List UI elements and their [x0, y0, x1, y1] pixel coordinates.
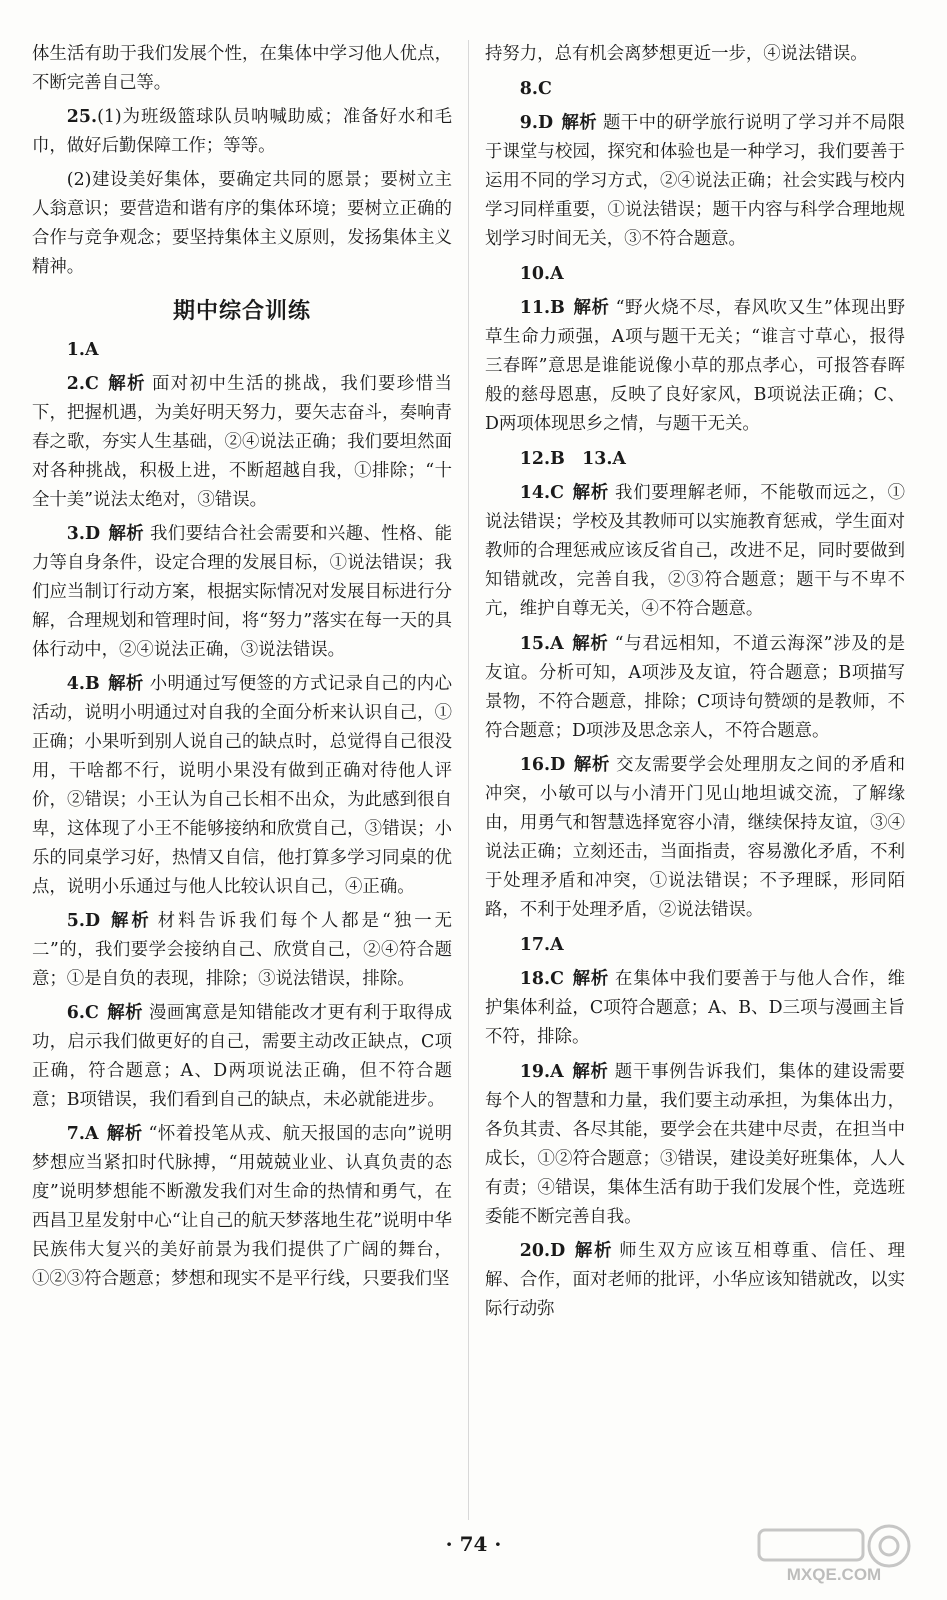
left-column: [32, 40, 452, 1299]
answer-item: [32, 520, 452, 665]
item-number: 8.: [519, 78, 538, 99]
item-text: 题干中的研学旅行说明了学习并不局限于课堂与校园，探究和体验也是一种学习，我们要善于运用不同的学习方式，②④说法正确；社会实践与校内学习同样重要，①说法错误；题干内容与科学合理地规划学习时间无关，③不符合题意。: [485, 113, 905, 249]
answer-item: [485, 479, 905, 624]
item-number: 20.: [519, 1241, 551, 1261]
item-answer: D: [550, 1241, 566, 1261]
item-text: “野火烧不尽，春风吹又生”体现出野草生命力顽强，A项与题干无关；“谁言寸草心，报得三春晖”意思是谁能说像小草的那点孝心，可报答春晖般的慈母恩惠，反映了良好家风，B项说法正确；C、D两项体现思乡之情，与题干无关。: [485, 298, 905, 434]
answer-item: [485, 931, 905, 960]
watermark-logo: [739, 1522, 929, 1584]
answer-item: [485, 109, 905, 254]
item-answer: A: [550, 934, 564, 955]
item-number: 5.: [66, 911, 85, 931]
item-number: 13.: [582, 448, 613, 469]
analysis-label: 解析: [572, 298, 610, 318]
item-text: 材料告诉我们每个人都是“独一无二”的，我们要学会接纳自己、欣赏自己，②④符合题意；①是自负的表现，排除；③说法错误，排除。: [32, 911, 452, 989]
item-number: 4.: [66, 674, 85, 694]
item-number: 2.: [66, 374, 85, 394]
answer-item: [485, 965, 905, 1052]
answer-item-25: [32, 103, 452, 161]
analysis-label: 解析: [571, 1061, 609, 1082]
item-text: 题干事例告诉我们，集体的建设需要每个人的智慧和力量，我们要主动承担，为集体出力，各负其责、各尽其能，要学会在共建中尽责，在担当中成长，①②符合题意；③错误，建设美好班集体，人人有责；④错误，集体生活有助于我们发展个性，竞选班委能不断完善自我。: [485, 1061, 905, 1227]
answer-item: [32, 999, 452, 1115]
analysis-label: 解析: [571, 969, 610, 989]
item-answer: D: [537, 113, 554, 133]
item-answer: D: [84, 524, 101, 544]
item-number: 18.: [519, 969, 551, 989]
answer-item: [485, 1058, 905, 1232]
item-number: 1.: [66, 340, 85, 360]
item-answer: A: [550, 263, 564, 284]
svg-text:MXQE.COM: MXQE.COM: [786, 1565, 882, 1584]
answer-item: [32, 670, 452, 902]
item-answer: C: [84, 374, 99, 394]
answer-item: [485, 1237, 905, 1324]
answer-item: [485, 294, 905, 439]
item-answer: C: [84, 1003, 99, 1023]
item-answer: A: [84, 340, 99, 360]
item-text: 小明通过写便签的方式记录自己的内心活动，说明小明通过对自我的全面分析来认识自己，①正确；小果听到别人说自己的缺点时，总觉得自己很没用，干啥都不行，说明小果没有做到正确对待他人评价，②错误；小王认为自己长相不出众，为此感到很自卑，这体现了小王不能够接纳和欣赏自己，③错误；小乐的同桌学习好，热情又自信，他打算多学习同桌的优点，说明小乐通过与他人比较认识自己，④正确。: [32, 674, 452, 897]
item-text: 在集体中我们要善于与他人合作，维护集体利益，C项符合题意；A、B、D三项与漫画主旨不符，排除。: [485, 969, 905, 1047]
answer-item-25-part2: (2)建设美好集体，要确定共同的愿景；要树立主人翁意识；要营造和谐有序的集体环境；要树立正确的合作与竞争观念；要坚持集体主义原则，发扬集体主义精神。: [32, 170, 452, 277]
item-answer: B: [84, 674, 100, 694]
right-answer-list: [485, 75, 905, 1325]
item-number: 12.: [519, 448, 551, 469]
page-number: · 74 ·: [445, 1532, 502, 1556]
answer-item: [32, 336, 452, 365]
analysis-label: 解析: [107, 674, 144, 694]
item-answer: B: [550, 298, 565, 318]
item-answer: B: [550, 448, 565, 469]
item-number: 9.: [519, 113, 538, 133]
item-text: 交友需要学会处理朋友之间的矛盾和冲突，小敏可以与小清开门见山地坦诚交流，了解缘由，用勇气和智慧选择宽容小清，继续保持友谊，③④说法正确；立刻还击，当面指责，容易激化矛盾，不利于处理矛盾和冲突，①说法错误；不予理睬，形同陌路，不利于处理矛盾，②说法错误。: [485, 755, 905, 920]
analysis-label: 解析: [573, 755, 611, 775]
item-number: 11.: [519, 298, 551, 318]
item-answer: A: [550, 633, 564, 654]
item-text: 漫画寓意是知错能改才更有利于取得成功，启示我们做更好的自己，需要主动改正缺点，C项正确，符合题意；A、D两项说法正确，但不符合题意；B项错误，我们看到自己的缺点，未必就能进步。: [32, 1003, 452, 1110]
analysis-label: 解析: [573, 1241, 614, 1261]
item-number: 25.: [66, 107, 98, 127]
answer-item: [32, 370, 452, 515]
item-number: 10.: [519, 263, 551, 284]
analysis-label: 解析: [571, 483, 610, 503]
item-answer: D: [550, 755, 566, 775]
analysis-label: 解析: [108, 911, 152, 931]
item-answer: A: [612, 448, 626, 469]
item-text: (1)为班级篮球队员呐喊助威；准备好水和毛巾，做好后勤保障工作；等等。: [32, 107, 452, 156]
item-text: 我们要理解老师，不能敬而远之，①说法错误；学校及其教师可以实施教育惩戒，学生面对教师的合理惩戒应该反省自己，改进不足，同时要做到知错就改，完善自我，②③符合题意；题干与不卑不亢，维护自尊无关，④不符合题意。: [485, 483, 905, 619]
answer-item: [32, 907, 452, 994]
item-text: 师生双方应该互相尊重、信任、理解、合作，面对老师的批评，小华应该知错就改，以实际行动弥: [485, 1241, 905, 1319]
answer-item: [485, 75, 905, 104]
item-answer: D: [84, 911, 101, 931]
answer-item: [485, 751, 905, 925]
item-number: 7.: [66, 1124, 85, 1144]
continued-paragraph: 体生活有助于我们发展个性，在集体中学习他人优点，不断完善自己等。: [32, 44, 452, 93]
item-text: 面对初中生活的挑战，我们要珍惜当下，把握机遇，为美好明天努力，要矢志奋斗，奏响青春之歌，夯实人生基础，②④说法正确；我们要坦然面对各种挑战，积极上进，不断超越自我，①排除；“十全十美”说法太绝对，③错误。: [32, 374, 452, 510]
item-number: 3.: [66, 524, 85, 544]
analysis-label: 解析: [561, 113, 598, 133]
column-divider: [468, 40, 469, 1520]
answer-item: [485, 630, 905, 746]
item-answer: C: [537, 78, 552, 99]
item-answer: C: [550, 483, 564, 503]
item-answer: C: [550, 969, 564, 989]
analysis-label: 解析: [106, 374, 146, 394]
analysis-label: 解析: [106, 1003, 143, 1023]
item-number: 15.: [519, 633, 551, 654]
analysis-label: 解析: [106, 1124, 143, 1144]
left-answer-list: [32, 336, 452, 1294]
item-number: 6.: [66, 1003, 85, 1023]
continued-paragraph: 持努力，总有机会离梦想更近一步，④说法错误。: [485, 44, 868, 64]
item-number: 19.: [519, 1061, 551, 1082]
section-title: 期中综合训练: [172, 298, 311, 324]
answer-item: [485, 260, 905, 289]
analysis-label: 解析: [571, 633, 609, 654]
right-column: [485, 40, 905, 1330]
item-text: 我们要结合社会需要和兴趣、性格、能力等自身条件，设定合理的发展目标，①说法错误；我们应当制订行动方案，根据实际情况对发展目标进行分解，合理规划和管理时间，将“努力”落实在每一天的具体行动中，②④说法正确，③说法错误。: [32, 524, 452, 660]
item-text: “与君远相知，不道云海深”涉及的是友谊。分析可知，A项涉及友谊，符合题意；B项描写景物，不符合题意，排除；C项诗句赞颂的是教师，不符合题意；D项涉及思念亲人，不符合题意。: [485, 633, 905, 741]
answer-item: [485, 445, 905, 474]
item-number: 17.: [519, 934, 551, 955]
analysis-label: 解析: [108, 524, 145, 544]
item-number: 14.: [519, 483, 551, 503]
answer-item: [32, 1120, 452, 1294]
item-text: “怀着投笔从戎、航天报国的志向”说明梦想应当紧扣时代脉搏，“用兢兢业业、认真负责的态度”说明梦想能不断激发我们对生命的热情和勇气，在西昌卫星发射中心“让自己的航天梦落地生花”说明中华民族伟大复兴的美好前景为我们提供了广阔的舞台，①②③符合题意；梦想和现实不是平行线，只要我们坚: [32, 1124, 452, 1289]
item-answer: A: [84, 1124, 99, 1144]
item-number: 16.: [519, 755, 551, 775]
item-answer: A: [550, 1061, 564, 1082]
